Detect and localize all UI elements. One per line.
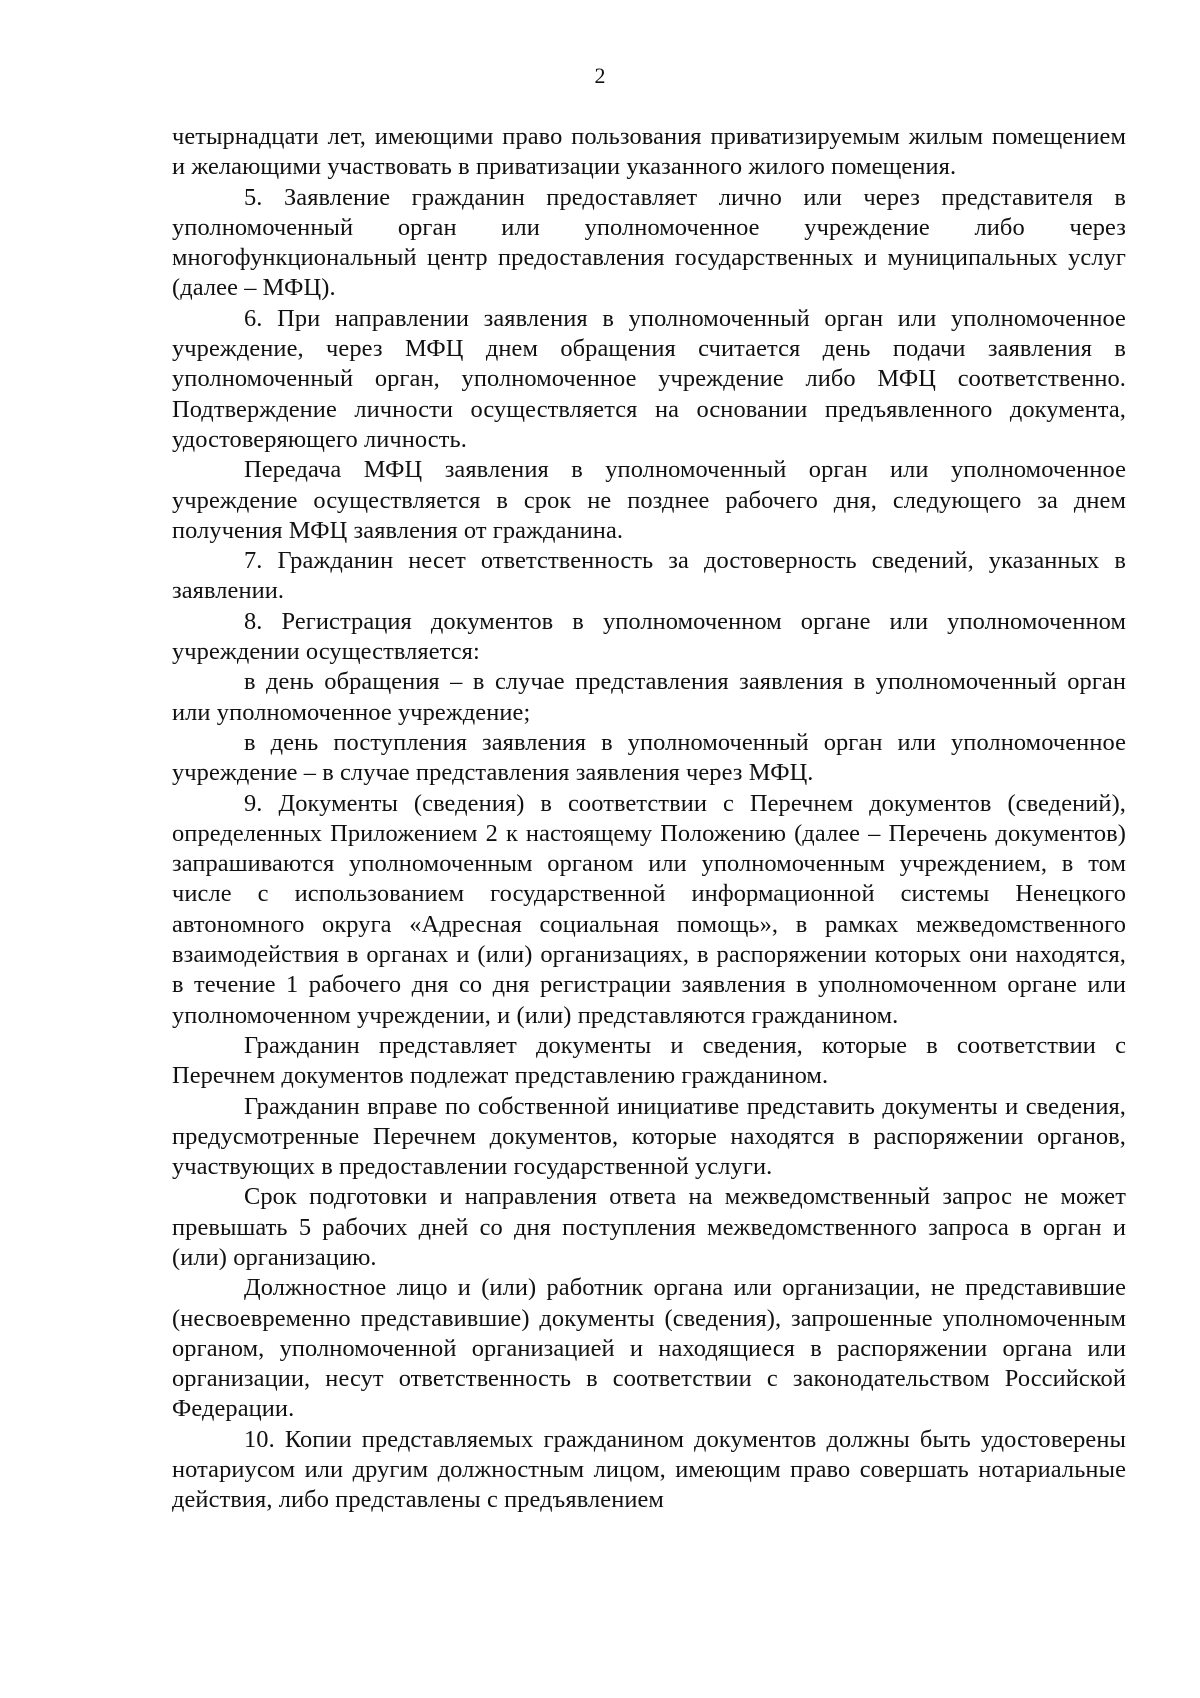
paragraph-item-6-transfer: Передача МФЦ заявления в уполномоченный орган или уполномоченное учреждение осуществляется в срок не позднее рабочего дня, следующего за днем получения МФЦ заявления от гражданина. [172,456,1126,544]
paragraph-item-9: 9. Документы (сведения) в соответствии с Перечнем документов (сведений), определенных Приложением 2 к настоящему Положению (далее – Перечень документов) запрашиваются уполномоченным органом или уполномоченным учреждением, в том числе с использованием государственной информационной системы Ненецкого автономного округа «Адресная социальная помощь», в рамках межведомственного взаимодействия в органах и (или) организациях, в распоряжении которых они находятся, в течение 1 рабочего дня со дня регистрации заявления в уполномоченном органе или уполномоченном учреждении, и (или) представляются гражданином. [172,789,1126,1029]
paragraph-item-8: 8. Регистрация документов в уполномоченном органе или уполномоченном учреждении осуществляется: [172,607,1126,666]
paragraph-item-9-initiative: Гражданин вправе по собственной инициативе представить документы и сведения, предусмотренные Перечнем документов, которые находятся в распоряжении органов, участвующих в предоставлении государственной услуги. [172,1092,1126,1181]
paragraph-item-8-case-1: в день обращения – в случае представления заявления в уполномоченный орган или уполномоченное учреждение; [172,668,1126,726]
paragraph-item-9-deadline: Срок подготовки и направления ответа на межведомственный запрос не может превышать 5 рабочих дней со дня поступления межведомственного запроса в орган и (или) организацию. [172,1183,1126,1271]
paragraph-item-9-liability: Должностное лицо и (или) работник органа или организации, не представившие (несвоевременно представившие) документы (сведения), запрошенные уполномоченным органом, уполномоченной организацией и находящиеся в распоряжении органа или организации, несут ответственность в соответствии с законодательством Российской Федерации. [172,1274,1126,1423]
page-number: 2 [594,63,606,88]
paragraph-item-8-case-2: в день поступления заявления в уполномоченный орган или уполномоченное учреждение – в случае представления заявления через МФЦ. [172,728,1126,787]
paragraph-item-10: 10. Копии представляемых гражданином документов должны быть удостоверены нотариусом или другим должностным лицом, имеющим право совершать нотариальные действия, либо представлены с предъявлением [172,1425,1126,1514]
paragraph-continuation: четырнадцати лет, имеющими право пользования приватизируемым жилым помещением и желающими участвовать в приватизации указанного жилого помещения. [172,123,1126,181]
paragraph-item-7: 7. Гражданин несет ответственность за достоверность сведений, указанных в заявлении. [172,547,1126,605]
document-body [172,122,1126,1516]
paragraph-item-9-submission: Гражданин представляет документы и сведения, которые в соответствии с Перечнем документов подлежат представлению гражданином. [172,1031,1126,1090]
paragraph-item-5: 5. Заявление гражданин предоставляет лично или через представителя в уполномоченный орган или уполномоченное учреждение либо через многофункциональный центр предоставления государственных и муниципальных услуг (далее – МФЦ). [172,183,1126,302]
paragraph-item-6: 6. При направлении заявления в уполномоченный орган или уполномоченное учреждение, через МФЦ днем обращения считается день подачи заявления в уполномоченный орган, уполномоченное учреждение либо МФЦ соответственно. Подтверждение личности осуществляется на основании предъявленного документа, удостоверяющего личность. [172,304,1126,453]
